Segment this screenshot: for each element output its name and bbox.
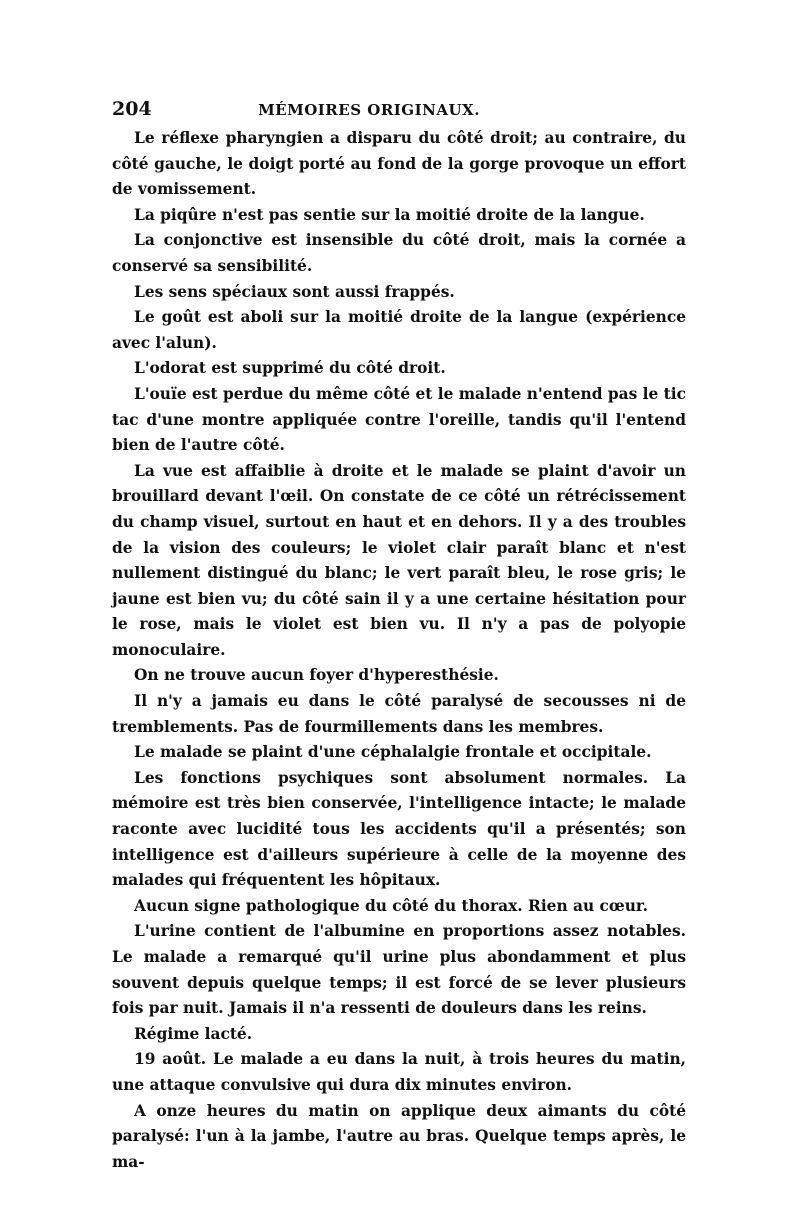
paragraph-hyperesthesia: On ne trouve aucun foyer d'hyperesthésie. xyxy=(134,666,499,685)
paragraph-smell: L'odorat est supprimé du côté droit. xyxy=(134,359,446,378)
page-number: 204 xyxy=(112,98,152,120)
paragraph-tremors: Il n'y a jamais eu dans le côté paralysé de secousses ni de tremblements. Pas de fourmillements dans les membres. xyxy=(112,692,686,736)
document-page xyxy=(112,98,686,1175)
paragraph-vision: La vue est affaiblie à droite et le malade se plaint d'avoir un brouillard devant l'œil. On constate de ce côté un rétrécissement du champ visuel, surtout en haut et en dehors. Il y a des troubles de la vision des couleurs; le violet clair paraît blanc et n'est nullement distingué du blanc; le vert paraît bleu, le rose gris; le jaune est bien vu; du côté sain il y a une certaine hésitation pour le rose, mais le violet est bien vu. Il n'y a pas de polyopie monoculaire. xyxy=(112,461,686,659)
page-header xyxy=(112,98,686,124)
body-text xyxy=(112,126,686,1175)
paragraph-pharyngeal-reflex: Le réflexe pharyngien a disparu du côté droit; au contraire, du côté gauche, le doigt porté au fond de la gorge provoque un effort de vomissement. xyxy=(112,129,686,199)
paragraph-special-senses: Les sens spéciaux sont aussi frappés. xyxy=(134,282,455,301)
paragraph-taste: Le goût est aboli sur la moitié droite de la langue (expérience avec l'alun). xyxy=(112,308,686,352)
paragraph-tongue-prick: La piqûre n'est pas sentie sur la moitié droite de la langue. xyxy=(134,205,645,224)
paragraph-thorax: Aucun signe pathologique du côté du thorax. Rien au cœur. xyxy=(134,896,648,915)
paragraph-diet: Régime lacté. xyxy=(134,1024,253,1043)
paragraph-magnets: A onze heures du matin on applique deux aimants du côté paralysé: l'un à la jambe, l'autre au bras. Quelque temps après, le ma- xyxy=(112,1101,686,1171)
paragraph-hearing: L'ouïe est perdue du même côté et le malade n'entend pas le tic tac d'une montre appliquée contre l'oreille, tandis qu'il l'entend bien de l'autre côté. xyxy=(112,384,686,455)
running-head: MÉMOIRES ORIGINAUX. xyxy=(258,101,480,119)
paragraph-psychic-functions: Les fonctions psychiques sont absolument normales. La mémoire est très bien conservée, l'intelligence intacte; le malade raconte avec lucidité tous les accidents qu'il a présentés; son intelligence est d'ailleurs supérieure à celle de la moyenne des malades qui fréquentent les hôpitaux. xyxy=(112,768,686,890)
paragraph-conjunctiva: La conjonctive est insensible du côté droit, mais la cornée a conservé sa sensibilité. xyxy=(112,231,686,275)
paragraph-urine: L'urine contient de l'albumine en proportions assez notables. Le malade a remarqué qu'il urine plus abondamment et plus souvent depuis quelque temps; il est forcé de se lever plusieurs fois par nuit. Jamais il n'a ressenti de douleurs dans les reins. xyxy=(112,922,686,1018)
paragraph-august-19: 19 août. Le malade a eu dans la nuit, à trois heures du matin, une attaque convulsive qui dura dix minutes environ. xyxy=(112,1050,686,1094)
paragraph-headache: Le malade se plaint d'une céphalalgie frontale et occipitale. xyxy=(134,743,652,762)
